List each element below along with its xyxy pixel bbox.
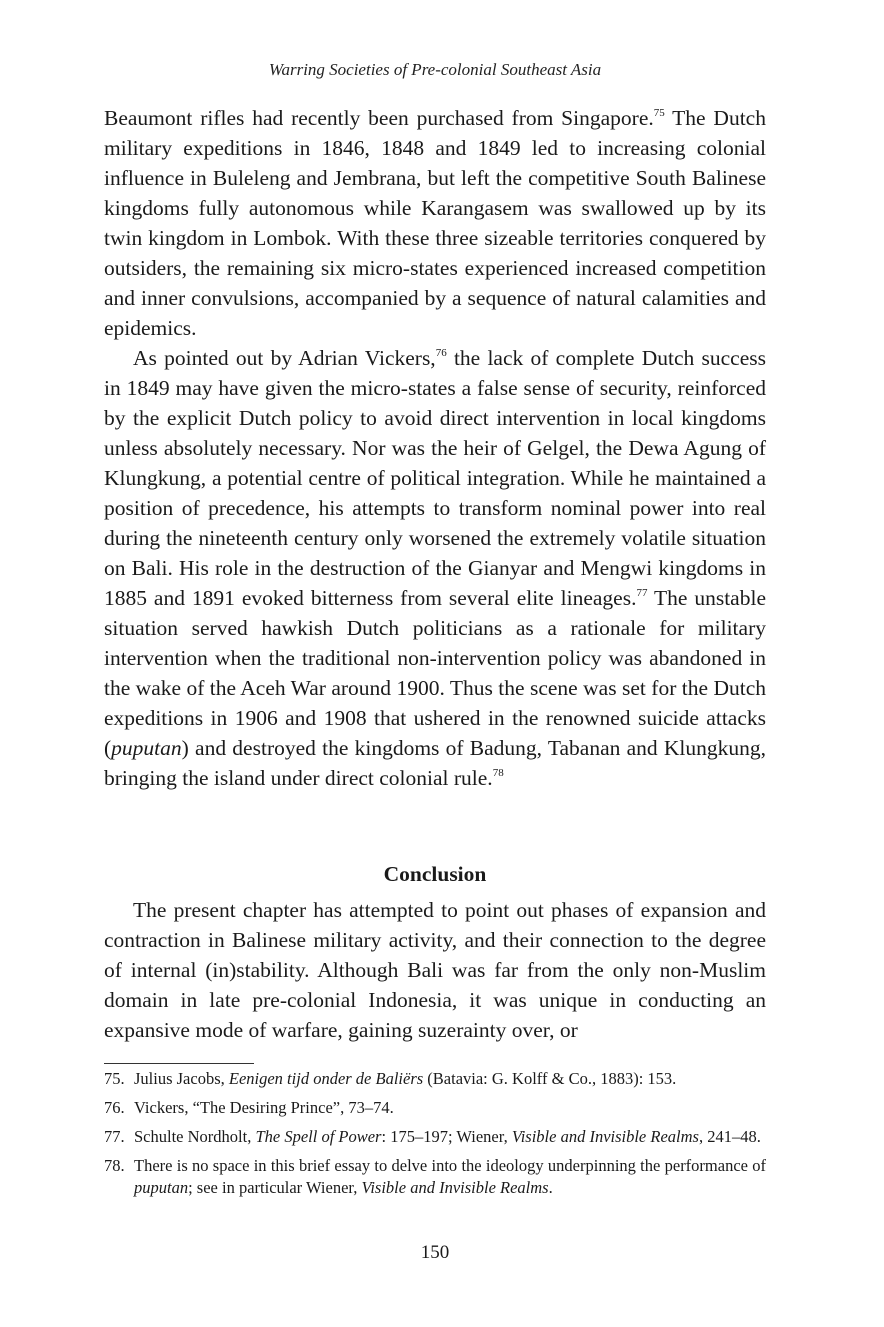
footnote-number: 78. — [104, 1156, 125, 1175]
footnote-title-2: Visible and Invisible Realms — [361, 1178, 549, 1197]
conclusion-text — [104, 895, 766, 1045]
section-heading-conclusion: Conclusion — [383, 862, 487, 886]
paragraph-2 — [104, 343, 766, 793]
paragraph-1-text-b: The Dutch military expeditions in 1846, 1848 and 1849 led to increasing colonial influence in Buleleng and Jembrana, but left the competitive South Balinese kingdoms fully autonomous while Karangasem was swallowed up by its twin kingdom in Lombok. With these three sizeable territories conquered by outsiders, the remaining six micro-states experienced increased competition and inner convulsions, accompanied by a sequence of natural calamities and epidemics. — [104, 106, 766, 340]
footnote-text-a: Schulte Nordholt, — [134, 1127, 256, 1146]
footnote-text-b: (Batavia: G. Kolff & Co., 1883): 153. — [423, 1069, 677, 1088]
footnote-text-a: There is no space in this brief essay to delve into the ideology underpinning the performance of — [134, 1156, 766, 1175]
footnote-text — [134, 1126, 766, 1148]
page-number: 150 — [420, 1242, 450, 1263]
paragraph-1 — [104, 103, 766, 343]
footnote-number: 77. — [104, 1127, 125, 1146]
footnote-ref-76[interactable]: 76 — [435, 347, 447, 359]
paragraph-2-text-d: ) and destroyed the kingdoms of Badung, Tabanan and Klungkung, bringing the island under direct colonial rule. — [104, 736, 766, 790]
footnote-number: 75. — [104, 1069, 125, 1088]
footnote-75 — [104, 1068, 766, 1090]
footnote-text-a: Vickers, “The Desiring Prince”, 73–74. — [134, 1098, 394, 1117]
footnote-text — [134, 1068, 766, 1090]
book-page — [104, 0, 766, 1327]
footnote-title: The Spell of Power — [255, 1127, 382, 1146]
footnote-text-b: ; see in particular Wiener, — [188, 1178, 362, 1197]
conclusion-paragraph: The present chapter has attempted to point out phases of expansion and contraction in Balinese military activity, and their connection to the degree of internal (in)stability. Although Bali was far from the only non-Muslim domain in late pre-colonial Indonesia, it was unique in conducting an expansive mode of warfare, gaining suzerainty over, or — [104, 898, 766, 1042]
footnote-text-c: . — [548, 1178, 553, 1197]
footnote-ref-75[interactable]: 75 — [653, 107, 665, 119]
footnote-title: puputan — [134, 1178, 189, 1197]
footnote-76 — [104, 1097, 766, 1119]
paragraph-1-text-a: Beaumont rifles had recently been purchased from Singapore. — [104, 106, 654, 130]
paragraph-2-text-a: As pointed out by Adrian Vickers, — [133, 346, 436, 370]
footnote-text-a: Julius Jacobs, — [134, 1069, 229, 1088]
footnote-78 — [104, 1155, 766, 1199]
paragraph-2-text-c: The unstable situation served hawkish Dutch politicians as a rationale for military intervention when the traditional non-intervention policy was abandoned in the wake of the Aceh War around 1900. Thus the scene was set for the Dutch expeditions in 1906 and 1908 that ushered in the renowned suicide attacks ( — [104, 586, 766, 760]
running-head: Warring Societies of Pre-colonial Southeast Asia — [268, 60, 602, 79]
footnote-text — [134, 1155, 766, 1199]
paragraph-2-italic-term: puputan — [111, 736, 182, 760]
footnote-number: 76. — [104, 1098, 125, 1117]
main-text — [104, 103, 766, 793]
paragraph-2-text-b: the lack of complete Dutch success in 1849 may have given the micro-states a false sense of security, reinforced by the explicit Dutch policy to avoid direct intervention in local kingdoms unless absolutely necessary. Nor was the heir of Gelgel, the Dewa Agung of Klungkung, a potential centre of political integration. While he maintained a position of precedence, his attempts to transform nominal power into real during the nineteenth century only worsened the extremely volatile situation on Bali. His role in the destruction of the Gianyar and Mengwi kingdoms in 1885 and 1891 evoked bitterness from several elite lineages. — [104, 346, 766, 610]
footnote-text-c: , 241–48. — [698, 1127, 761, 1146]
footnote-divider — [104, 1063, 254, 1064]
footnotes — [104, 1068, 766, 1206]
footnote-text-b: : 175–197; Wiener, — [381, 1127, 512, 1146]
footnote-title: Eenigen tijd onder de Baliërs — [228, 1069, 424, 1088]
footnote-text — [134, 1097, 766, 1119]
footnote-ref-78[interactable]: 78 — [492, 767, 504, 779]
footnote-ref-77[interactable]: 77 — [636, 587, 648, 599]
footnote-77 — [104, 1126, 766, 1148]
footnote-title-2: Visible and Invisible Realms — [511, 1127, 699, 1146]
